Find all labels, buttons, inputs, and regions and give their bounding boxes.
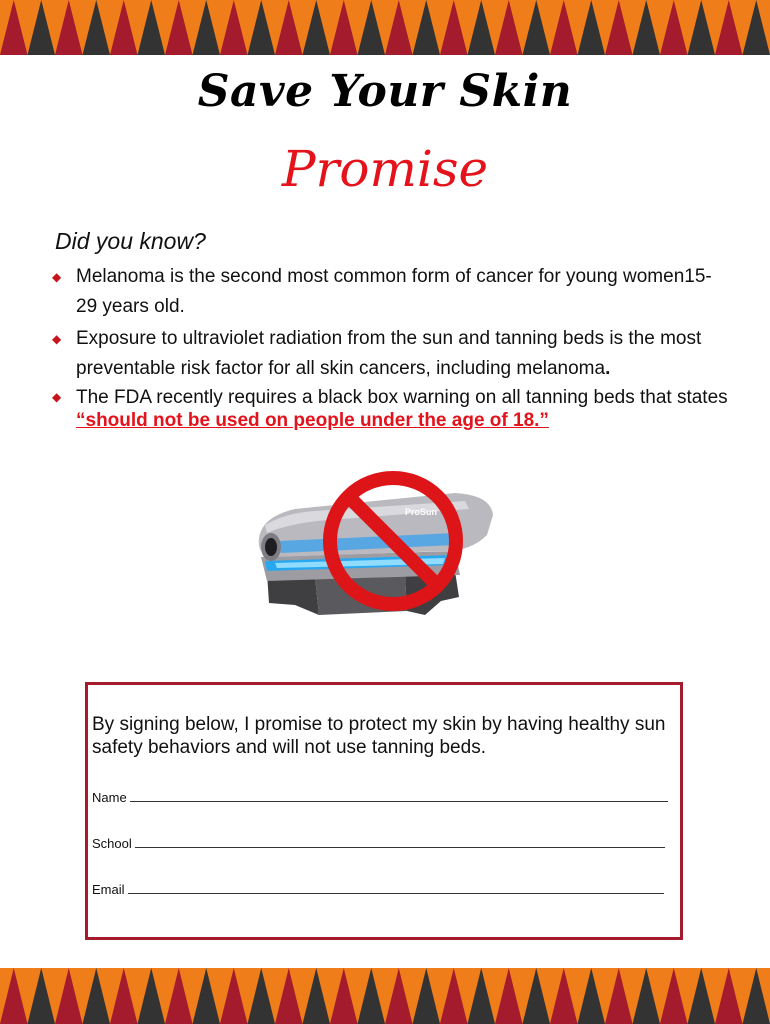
- name-signature-line[interactable]: [130, 789, 668, 802]
- bottom-decorative-border: [0, 968, 770, 1023]
- pledge-form: [85, 682, 683, 940]
- email-signature-line[interactable]: [128, 881, 664, 894]
- page-title: Save Your Skin: [197, 66, 573, 117]
- triangle-pattern: [0, 0, 770, 55]
- tanning-bed-image: [255, 465, 500, 645]
- top-decorative-border: [0, 0, 770, 55]
- school-field[interactable]: [92, 835, 665, 851]
- facts-list: [50, 262, 730, 434]
- name-field[interactable]: [92, 789, 668, 805]
- fda-warning-quote: “should not be used on people under the age of 18.”: [76, 410, 549, 431]
- facts-intro: Did you know?: [55, 228, 206, 254]
- fact-period: .: [605, 358, 611, 379]
- page-subtitle: Promise: [281, 140, 489, 198]
- school-signature-line[interactable]: [135, 835, 665, 848]
- triangle-pattern: [0, 968, 770, 1024]
- fact-text: Melanoma is the second most common form of cancer for young women15-29 years old.: [76, 266, 712, 317]
- fact-text: The FDA recently requires a black box warning on all tanning beds that states: [76, 387, 728, 408]
- email-field[interactable]: [92, 881, 664, 897]
- fact-text: Exposure to ultraviolet radiation from the sun and tanning beds is the most preventable risk factor for all skin cancers, including melanoma: [76, 328, 702, 379]
- email-label: Email: [92, 882, 125, 897]
- fact-item: [50, 386, 730, 432]
- diamond-bullet-icon: ◆: [52, 332, 62, 346]
- school-label: School: [92, 836, 132, 851]
- bed-brand-label: ProSun: [405, 507, 438, 517]
- diamond-bullet-icon: ◆: [52, 390, 62, 404]
- name-label: Name: [92, 790, 127, 805]
- fact-item: [50, 324, 730, 384]
- pledge-statement: By signing below, I promise to protect my skin by having healthy sun safety behaviors and will not use tanning beds.: [92, 714, 666, 758]
- fact-item: [50, 262, 730, 322]
- no-tanning-bed-illustration: [255, 465, 500, 645]
- diamond-bullet-icon: ◆: [52, 270, 62, 284]
